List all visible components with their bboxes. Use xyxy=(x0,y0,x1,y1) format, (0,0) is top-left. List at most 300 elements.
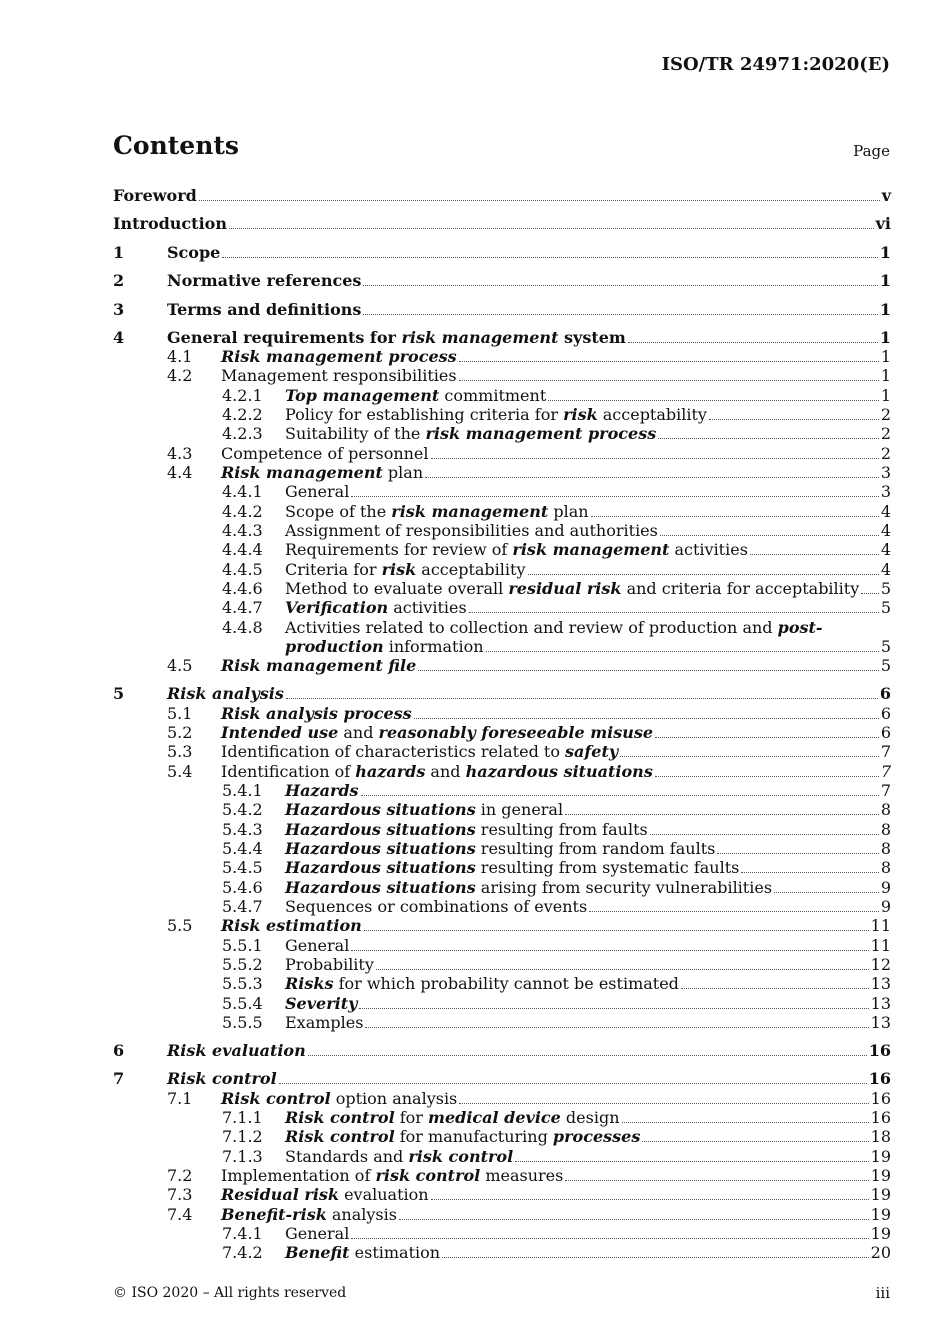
toc-entry-number: 5.4.5 xyxy=(222,858,263,877)
toc-entry-title xyxy=(285,800,563,819)
toc-entry-title xyxy=(221,1185,429,1204)
toc-leader-dots xyxy=(459,1102,868,1104)
toc-leader-dots xyxy=(399,1218,869,1220)
toc-entry-number: 5.5.3 xyxy=(222,974,263,993)
toc-entry[interactable] xyxy=(113,1185,891,1204)
toc-page-number: 19 xyxy=(870,1147,891,1166)
toc-page-number: 19 xyxy=(870,1224,891,1243)
toc-entry-title xyxy=(285,560,526,579)
toc-entry[interactable] xyxy=(113,300,891,319)
toc-entry-number: 4.2 xyxy=(167,366,193,385)
toc-page-number: 6 xyxy=(880,723,891,742)
toc-page-number: 19 xyxy=(870,1185,891,1204)
toc-entry-number: 5.5.4 xyxy=(222,994,263,1013)
toc-text: Requirements for review of xyxy=(285,540,513,559)
toc-leader-dots xyxy=(431,457,879,459)
toc-entry[interactable] xyxy=(113,723,891,742)
toc-leader-dots xyxy=(565,813,879,815)
toc-page-number: 1 xyxy=(879,271,891,290)
toc-text: Criteria for xyxy=(285,560,382,579)
toc-leader-dots xyxy=(308,1054,867,1056)
toc-text: in general xyxy=(475,800,564,819)
toc-term: Risk management xyxy=(221,463,383,482)
toc-entry-number: 5.4 xyxy=(167,762,193,781)
toc-entry-number: 7.1.1 xyxy=(222,1108,263,1127)
toc-text: General xyxy=(285,936,350,955)
toc-page-number: 5 xyxy=(880,637,891,656)
toc-text: resulting from systematic faults xyxy=(475,858,740,877)
toc-page-number: 18 xyxy=(870,1127,891,1146)
toc-page-number: 9 xyxy=(880,897,891,916)
toc-leader-dots xyxy=(414,717,879,719)
toc-entry[interactable] xyxy=(113,1108,891,1127)
toc-page-number: 3 xyxy=(880,463,891,482)
toc-entry-title xyxy=(221,742,618,761)
toc-leader-dots xyxy=(364,929,869,931)
toc-term: safety xyxy=(565,742,619,761)
toc-entry[interactable] xyxy=(113,186,891,205)
toc-page-number: 13 xyxy=(870,1013,891,1032)
toc-term: risk control xyxy=(408,1147,514,1166)
toc-entry[interactable] xyxy=(113,214,891,233)
toc-page-number: 16 xyxy=(870,1089,891,1108)
toc-entry[interactable] xyxy=(113,540,891,559)
toc-entry-number: 1 xyxy=(113,243,125,262)
toc-leader-dots xyxy=(469,611,879,613)
toc-page-number: 11 xyxy=(870,936,891,955)
toc-entry[interactable] xyxy=(113,820,891,839)
toc-entry-number: 4.4.2 xyxy=(222,502,263,521)
toc-text: Examples xyxy=(285,1013,364,1032)
toc-leader-dots xyxy=(642,1140,868,1142)
toc-page-number: v xyxy=(881,186,891,205)
toc-term: processes xyxy=(552,1127,641,1146)
toc-entry-title xyxy=(285,1243,440,1262)
toc-text: plan xyxy=(382,463,424,482)
toc-leader-dots xyxy=(548,399,879,401)
toc-page-number: 8 xyxy=(880,858,891,877)
toc-entry-title xyxy=(221,347,457,366)
toc-page-number: 12 xyxy=(870,955,891,974)
toc-text: Method to evaluate overall xyxy=(285,579,509,598)
footer-page-number: iii xyxy=(875,1284,890,1302)
contents-title: Contents xyxy=(113,131,240,160)
toc-page-number: 8 xyxy=(880,820,891,839)
toc-page-number: 8 xyxy=(880,839,891,858)
toc-text: resulting from faults xyxy=(475,820,648,839)
toc-entry-title xyxy=(285,405,707,424)
toc-entry-number: 5.4.4 xyxy=(222,839,263,858)
toc-entry-number: 3 xyxy=(113,300,125,319)
toc-leader-dots xyxy=(565,1179,868,1181)
toc-term: Risk control xyxy=(221,1089,331,1108)
toc-leader-dots xyxy=(279,1082,867,1084)
toc-entry[interactable] xyxy=(113,704,891,723)
toc-leader-dots xyxy=(622,1121,869,1123)
toc-entry[interactable] xyxy=(113,1205,891,1224)
toc-entry-title xyxy=(285,858,739,877)
toc-leader-dots xyxy=(459,379,879,381)
toc-text: Probability xyxy=(285,955,374,974)
toc-entry-number: 7.3 xyxy=(167,1185,193,1204)
toc-entry[interactable] xyxy=(113,463,891,482)
toc-leader-dots xyxy=(717,852,878,854)
toc-text: activities xyxy=(669,540,748,559)
toc-text: and criteria for acceptability xyxy=(621,579,860,598)
toc-page-number: 16 xyxy=(870,1108,891,1127)
toc-entry[interactable] xyxy=(113,243,891,262)
toc-entry-title xyxy=(285,521,658,540)
toc-entry-title xyxy=(285,1224,349,1243)
toc-entry-number: 7.1 xyxy=(167,1089,193,1108)
toc-page-number: 16 xyxy=(868,1069,891,1088)
toc-entry-title xyxy=(221,723,653,742)
toc-entry-title xyxy=(221,1205,397,1224)
toc-entry[interactable] xyxy=(113,742,891,761)
toc-leader-dots xyxy=(425,476,879,478)
toc-entry-title xyxy=(285,878,772,897)
toc-leader-dots xyxy=(361,794,879,796)
toc-leader-dots xyxy=(628,341,878,343)
toc-entry[interactable] xyxy=(113,897,891,916)
toc-entry-title xyxy=(285,839,715,858)
toc-page-number: 3 xyxy=(880,482,891,501)
toc-term: Verification xyxy=(285,598,389,617)
toc-text: acceptability xyxy=(416,560,526,579)
toc-page-number: 4 xyxy=(880,521,891,540)
toc-leader-dots xyxy=(286,697,878,699)
toc-term: Risk estimation xyxy=(221,916,362,935)
toc-term: reasonably foreseeable misuse xyxy=(378,723,654,742)
toc-text: Introduction xyxy=(113,214,227,233)
toc-page-number: 1 xyxy=(880,347,891,366)
toc-leader-dots xyxy=(528,573,879,575)
toc-entry-number: 4.4 xyxy=(167,463,193,482)
toc-entry-number: 7.1.2 xyxy=(222,1127,263,1146)
toc-term: risk management xyxy=(391,502,549,521)
toc-leader-dots xyxy=(442,1256,869,1258)
toc-text: commitment xyxy=(439,386,547,405)
toc-entry[interactable] xyxy=(113,482,891,501)
toc-entry-title xyxy=(285,618,823,637)
toc-entry-number: 4 xyxy=(113,328,125,347)
toc-entry[interactable] xyxy=(113,1041,891,1060)
toc-entry[interactable] xyxy=(113,502,891,521)
toc-entry[interactable] xyxy=(113,974,891,993)
toc-entry[interactable] xyxy=(113,579,891,598)
toc-entry[interactable] xyxy=(113,656,891,675)
toc-entry-title xyxy=(221,762,653,781)
toc-entry-number: 4.4.5 xyxy=(222,560,263,579)
toc-term: Risks xyxy=(285,974,334,993)
toc-entry[interactable] xyxy=(113,1166,891,1185)
toc-leader-dots xyxy=(709,418,879,420)
toc-text: Scope of the xyxy=(285,502,392,521)
toc-text: Scope xyxy=(167,243,221,262)
toc-entry[interactable] xyxy=(113,955,891,974)
toc-leader-dots xyxy=(351,949,868,951)
toc-page-number: 6 xyxy=(879,684,891,703)
toc-entry[interactable] xyxy=(113,598,891,617)
toc-term: Benefit xyxy=(285,1243,350,1262)
toc-text: arising from security vulnerabilities xyxy=(475,878,773,897)
toc-entry[interactable] xyxy=(113,347,891,366)
toc-entry[interactable] xyxy=(113,1243,891,1262)
toc-page-number: 5 xyxy=(880,598,891,617)
toc-entry-title xyxy=(285,598,467,617)
toc-entry-title xyxy=(167,1041,306,1060)
toc-leader-dots xyxy=(365,1026,868,1028)
toc-entry[interactable] xyxy=(113,936,891,955)
toc-page-number: 1 xyxy=(879,243,891,262)
toc-entry[interactable] xyxy=(113,560,891,579)
toc-entry-title xyxy=(167,300,361,319)
toc-entry[interactable] xyxy=(113,366,891,385)
toc-page-number: 1 xyxy=(879,300,891,319)
toc-entry-number: 5.4.7 xyxy=(222,897,263,916)
footer-copyright: © ISO 2020 – All rights reserved xyxy=(113,1285,347,1301)
toc-term: residual risk xyxy=(508,579,622,598)
toc-entry-title xyxy=(221,1166,563,1185)
toc-text: Management responsibilities xyxy=(221,366,457,385)
toc-page-number: 13 xyxy=(870,994,891,1013)
toc-page-number: 8 xyxy=(880,800,891,819)
toc-text: Identification of characteristics related to xyxy=(221,742,566,761)
toc-entry[interactable] xyxy=(113,1224,891,1243)
toc-term: production xyxy=(285,637,384,656)
toc-entry[interactable] xyxy=(113,800,891,819)
toc-leader-dots xyxy=(363,284,877,286)
toc-entry-title xyxy=(285,936,349,955)
toc-entry-title xyxy=(221,1089,457,1108)
toc-leader-dots xyxy=(222,256,878,258)
toc-entry[interactable] xyxy=(113,386,891,405)
toc-term: Risk control xyxy=(285,1127,395,1146)
toc-term: Hazardous situations xyxy=(285,858,476,877)
toc-entry-title xyxy=(285,579,859,598)
toc-entry-number: 5.2 xyxy=(167,723,193,742)
toc-term: Top management xyxy=(285,386,440,405)
toc-entry-title xyxy=(167,328,626,347)
toc-text: Identification of xyxy=(221,762,356,781)
toc-entry-title xyxy=(113,186,197,205)
toc-leader-dots xyxy=(376,968,869,970)
toc-entry-number: 5 xyxy=(113,684,125,703)
toc-text: General xyxy=(285,482,350,501)
toc-leader-dots xyxy=(681,987,869,989)
toc-entry[interactable] xyxy=(113,328,891,347)
toc-page-number: 1 xyxy=(880,366,891,385)
toc-page-number: 11 xyxy=(870,916,891,935)
toc-entry-number: 4.3 xyxy=(167,444,193,463)
toc-entry-number: 5.5.1 xyxy=(222,936,263,955)
toc-entry[interactable] xyxy=(113,444,891,463)
toc-leader-dots xyxy=(229,227,874,229)
toc-entry[interactable] xyxy=(113,405,891,424)
toc-leader-dots xyxy=(351,1237,868,1239)
toc-entry[interactable] xyxy=(113,878,891,897)
toc-entry-title xyxy=(285,482,349,501)
toc-leader-dots xyxy=(620,755,879,757)
toc-entry[interactable] xyxy=(113,271,891,290)
toc-leader-dots xyxy=(589,910,879,912)
toc-leader-dots xyxy=(515,1160,868,1162)
toc-entry[interactable] xyxy=(113,839,891,858)
toc-entry-title xyxy=(285,1147,513,1166)
toc-entry-number: 7.1.3 xyxy=(222,1147,263,1166)
toc-entry[interactable] xyxy=(113,618,891,637)
toc-entry-number: 5.5 xyxy=(167,916,193,935)
toc-entry-number: 7.4 xyxy=(167,1205,193,1224)
toc-text: for which probability cannot be estimated xyxy=(333,974,679,993)
toc-entry-title xyxy=(167,243,220,262)
toc-entry-number: 5.5.2 xyxy=(222,955,263,974)
toc-entry[interactable] xyxy=(113,1089,891,1108)
toc-entry[interactable] xyxy=(113,762,891,781)
toc-text: Terms and definitions xyxy=(167,300,362,319)
toc-leader-dots xyxy=(591,515,879,517)
toc-text: system xyxy=(558,328,626,347)
toc-entry[interactable] xyxy=(113,994,891,1013)
toc-term: risk control xyxy=(375,1166,481,1185)
toc-leader-dots xyxy=(486,650,879,652)
toc-text: design xyxy=(560,1108,620,1127)
toc-page-number: 20 xyxy=(870,1243,891,1262)
toc-entry-number: 4.2.2 xyxy=(222,405,263,424)
toc-entry-number: 5.4.2 xyxy=(222,800,263,819)
toc-page-number: 7 xyxy=(880,781,891,800)
toc-text: Activities related to collection and review of production and xyxy=(285,618,778,637)
toc-entry-title xyxy=(167,271,361,290)
toc-term: Risk analysis process xyxy=(221,704,412,723)
toc-entry-number: 5.3 xyxy=(167,742,193,761)
table-of-contents xyxy=(113,0,891,1344)
toc-term: Risk analysis xyxy=(167,684,284,703)
toc-entry-title xyxy=(285,1013,363,1032)
toc-entry-number: 4.4.1 xyxy=(222,482,263,501)
toc-term: risk management xyxy=(401,328,559,347)
toc-entry-number: 6 xyxy=(113,1041,125,1060)
toc-leader-dots xyxy=(658,437,879,439)
toc-entry[interactable] xyxy=(113,916,891,935)
toc-page-number: 4 xyxy=(880,560,891,579)
toc-leader-dots xyxy=(351,495,878,497)
toc-text: plan xyxy=(548,502,589,521)
toc-text: Policy for establishing criteria for xyxy=(285,405,564,424)
page-column-label: Page xyxy=(853,142,890,160)
toc-leader-dots xyxy=(655,775,879,777)
toc-text: Foreword xyxy=(113,186,197,205)
toc-page-number: 2 xyxy=(880,444,891,463)
toc-entry[interactable] xyxy=(113,1069,891,1088)
toc-entry[interactable] xyxy=(113,684,891,703)
toc-term: post- xyxy=(777,618,823,637)
toc-text: information xyxy=(383,637,484,656)
toc-leader-dots xyxy=(774,891,879,893)
toc-entry-title xyxy=(285,955,374,974)
toc-entry-number: 7 xyxy=(113,1069,125,1088)
toc-text: option analysis xyxy=(330,1089,458,1108)
toc-term: Hazardous situations xyxy=(285,820,476,839)
toc-entry-number: 4.4.4 xyxy=(222,540,263,559)
toc-term: risk management process xyxy=(425,424,657,443)
toc-term: Hazardous situations xyxy=(285,800,476,819)
toc-text: Suitability of the xyxy=(285,424,426,443)
toc-entry-number: 5.4.6 xyxy=(222,878,263,897)
toc-text: analysis xyxy=(326,1205,397,1224)
toc-page-number: 2 xyxy=(880,405,891,424)
toc-page-number: 2 xyxy=(880,424,891,443)
toc-term: Benefit-risk xyxy=(221,1205,327,1224)
toc-leader-dots xyxy=(650,833,879,835)
toc-entry[interactable] xyxy=(113,637,891,656)
toc-text: Sequences or combinations of events xyxy=(285,897,588,916)
toc-leader-dots xyxy=(741,871,878,873)
toc-leader-dots xyxy=(861,592,879,594)
toc-term: risk xyxy=(381,560,417,579)
toc-page-number: 5 xyxy=(880,656,891,675)
toc-entry-title xyxy=(285,897,587,916)
toc-term: Intended use xyxy=(221,723,339,742)
toc-entry-number: 4.1 xyxy=(167,347,193,366)
toc-page-number: 16 xyxy=(868,1041,891,1060)
toc-entry-title xyxy=(285,1127,640,1146)
toc-leader-dots xyxy=(655,736,879,738)
toc-entry-title xyxy=(113,214,227,233)
toc-entry-title xyxy=(167,1069,277,1088)
toc-page-number: 5 xyxy=(880,579,891,598)
toc-text: for manufacturing xyxy=(394,1127,553,1146)
toc-leader-dots xyxy=(660,534,879,536)
toc-leader-dots xyxy=(418,669,879,671)
toc-entry[interactable] xyxy=(113,1147,891,1166)
toc-leader-dots xyxy=(363,313,877,315)
toc-entry-number: 2 xyxy=(113,271,125,290)
toc-entry[interactable] xyxy=(113,1127,891,1146)
toc-term: Risk management process xyxy=(221,347,457,366)
toc-text: Competence of personnel xyxy=(221,444,429,463)
toc-term: Risk management file xyxy=(221,656,417,675)
toc-text: and xyxy=(338,723,379,742)
toc-leader-dots xyxy=(431,1198,869,1200)
toc-entry[interactable] xyxy=(113,781,891,800)
toc-term: Residual risk xyxy=(221,1185,339,1204)
toc-entry-title xyxy=(285,386,546,405)
toc-term: Risk evaluation xyxy=(167,1041,306,1060)
toc-page-number: 4 xyxy=(880,540,891,559)
toc-text: resulting from random faults xyxy=(475,839,716,858)
toc-leader-dots xyxy=(459,360,879,362)
toc-entry-title xyxy=(167,684,284,703)
toc-entry-title xyxy=(285,424,656,443)
toc-page-number: 7 xyxy=(880,742,891,761)
toc-term: hazardous situations xyxy=(465,762,653,781)
toc-page-number: 13 xyxy=(870,974,891,993)
toc-entry-title xyxy=(285,502,589,521)
toc-page-number: 1 xyxy=(879,328,891,347)
toc-term: hazards xyxy=(355,762,426,781)
toc-entry[interactable] xyxy=(113,1013,891,1032)
toc-entry[interactable] xyxy=(113,424,891,443)
toc-text: Standards and xyxy=(285,1147,409,1166)
toc-entry[interactable] xyxy=(113,521,891,540)
toc-term: Risk control xyxy=(167,1069,277,1088)
toc-term: Severity xyxy=(285,994,358,1013)
toc-entry[interactable] xyxy=(113,858,891,877)
toc-entry-title xyxy=(285,994,357,1013)
document-id: ISO/TR 24971:2020(E) xyxy=(661,54,890,75)
toc-entry-title xyxy=(285,540,748,559)
